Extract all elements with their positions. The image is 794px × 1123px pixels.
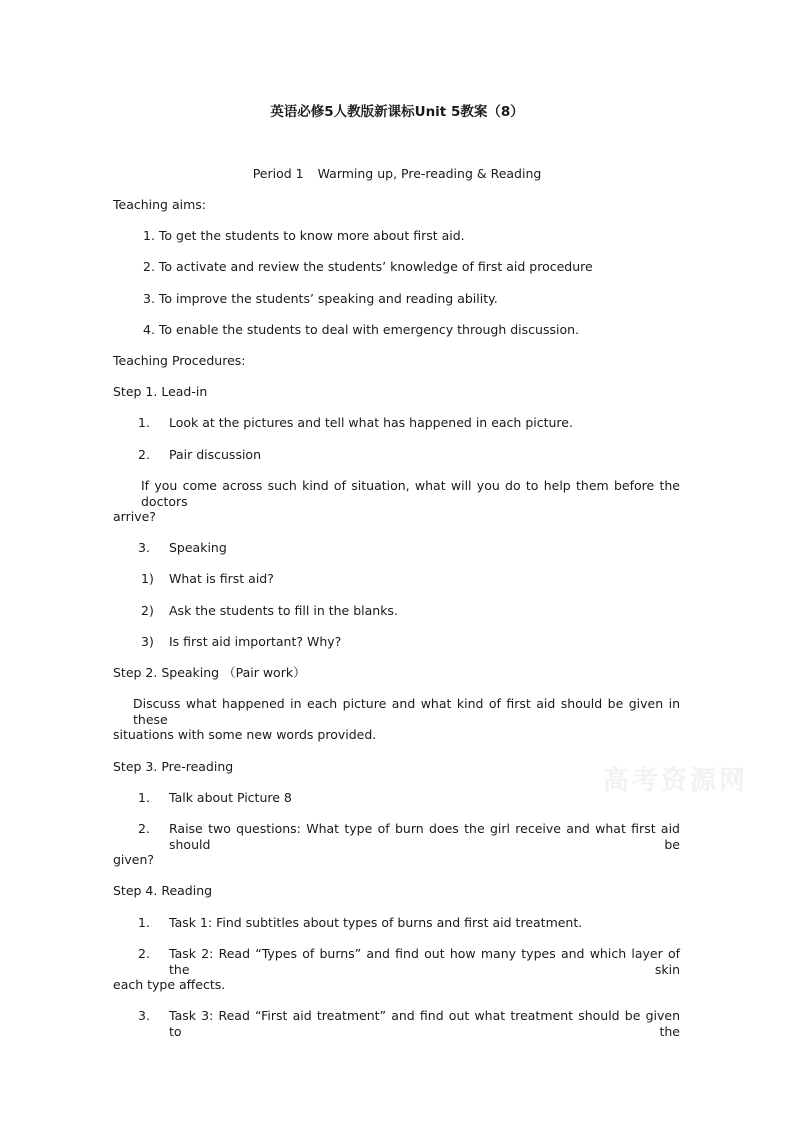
period-label: Period 1 — [252, 166, 304, 181]
sublist-item: What is first aid? — [169, 571, 274, 586]
list-item: Pair discussion — [169, 447, 262, 462]
watermark-logo: 高考资源网 — [603, 766, 749, 796]
list-number: 1. — [138, 415, 150, 430]
document-title: 英语必修5人教版新课标Unit 5教案（8） — [270, 104, 524, 120]
step2-heading: Step 2. Speaking （Pair work） — [113, 665, 306, 680]
list-item: Task 1: Find subtitles about types of burns and first aid treatment. — [169, 915, 583, 930]
sublist-number: 1) — [141, 571, 154, 586]
list-item-continuation: each type affects. — [113, 977, 226, 992]
list-number: 2. — [138, 946, 150, 961]
aim-item: 4. To enable the students to deal with emergency through discussion. — [143, 322, 579, 337]
paragraph-line: situations with some new words provided. — [113, 727, 377, 742]
teaching-aims-heading: Teaching aims: — [113, 197, 206, 212]
list-number: 3. — [138, 1008, 150, 1023]
list-number: 3. — [138, 540, 150, 555]
aim-item: 2. To activate and review the students’ knowledge of first aid procedure — [143, 259, 593, 274]
aim-item: 1. To get the students to know more about first aid. — [143, 228, 465, 243]
list-item-continuation: given? — [113, 852, 155, 867]
list-item: Speaking — [169, 540, 227, 555]
step3-heading: Step 3. Pre-reading — [113, 759, 234, 774]
list-item: Look at the pictures and tell what has happened in each picture. — [169, 415, 573, 430]
paragraph-line: If you come across such kind of situation, what will you do to help them before the doctors — [141, 478, 680, 509]
paragraph-line: arrive? — [113, 509, 156, 524]
list-item: Talk about Picture 8 — [169, 790, 292, 805]
step1-heading: Step 1. Lead-in — [113, 384, 208, 399]
list-number: 2. — [138, 821, 150, 836]
paragraph-line: Discuss what happened in each picture and what kind of first aid should be given in these — [133, 696, 680, 727]
list-number: 1. — [138, 915, 150, 930]
list-number: 1. — [138, 790, 150, 805]
list-item: Raise two questions: What type of burn does the girl receive and what first aid should be — [169, 821, 680, 852]
sublist-item: Is first aid important? Why? — [169, 634, 342, 649]
period-topic: Warming up, Pre-reading & Reading — [317, 166, 542, 181]
period-heading — [0, 166, 794, 182]
step4-heading: Step 4. Reading — [113, 883, 213, 898]
list-item: Task 3: Read “First aid treatment” and find out what treatment should be given to the — [169, 1008, 680, 1039]
aim-item: 3. To improve the students’ speaking and reading ability. — [143, 291, 498, 306]
sublist-number: 3) — [141, 634, 154, 649]
list-item: Task 2: Read “Types of burns” and find out how many types and which layer of the skin — [169, 946, 680, 977]
sublist-number: 2) — [141, 603, 154, 618]
procedures-heading: Teaching Procedures: — [113, 353, 246, 368]
sublist-item: Ask the students to fill in the blanks. — [169, 603, 398, 618]
list-number: 2. — [138, 447, 150, 462]
